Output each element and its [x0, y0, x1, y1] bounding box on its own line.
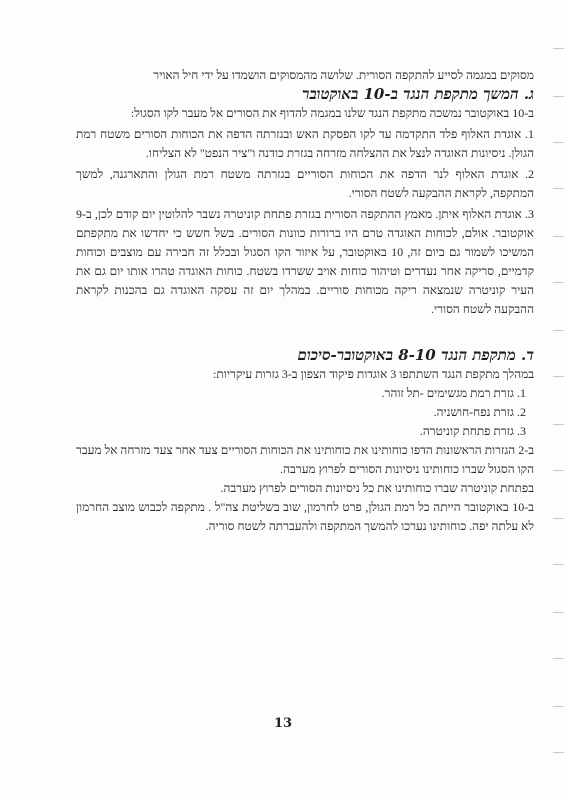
section-g-paragraph-2: 2. אוגדת האלוף לנר הדפה את הכוחות הסוריים בגזרתה משטח רמת הגולן והתארגנה, למשך המתקפה, לקראת ההבקעה לשטח הסורי.: [76, 167, 534, 200]
section-d-heading: ד. מתקפת הנגד 8-10 באוקטובר-סיכום: [297, 346, 534, 364]
sector-list: [76, 384, 534, 441]
document-body: [76, 66, 534, 536]
list-item: 2. גזרת נפח-חושניה.: [433, 405, 526, 419]
list-item: 3. גזרת פתחת קוניטרה.: [419, 424, 526, 438]
section-d-paragraph-2: בפתחת קוניטרה שברו כוחותינו את כל ניסיונות הסורים לפרוץ מערבה.: [220, 481, 534, 495]
section-d-paragraph-1: ב-2 הגזרות הראשונות הדפו כוחותינו את כוחותינו את הכוחות הסוריים צעד אחר צעד מזרחה אל מעבר הקו הסגול שברו כוחותינו ניסיונות הסורים לפרוץ מערבה.: [76, 443, 534, 476]
section-g-paragraph-1: 1. אוגדת האלוף פלד התקדמה עד לקו הפסקת האש ובגזרתה הדפה את הכוחות הסורים משטח רמת הגולן. ניסיונות האוגדה לנצל את ההצלחה מזרחה בגזרת כודנה ו"ציר הנפט" לא הצליחו.: [76, 127, 534, 160]
section-d-intro: במהלך מתקפת הנגד השתתפו 3 אוגדות פיקוד הצפון ב-3 גזרות עיקריות:: [213, 367, 534, 381]
intro-line: מסוקים במגמה לסייע להתקפה הסורית. שלושה מהמסוקים הושמדו על ידי חיל האויר: [153, 68, 534, 82]
section-d-paragraph-3: ב-10 באוקטובר הייתה כל רמת הגולן, פרט לחרמון, שוב בשליטת צה"ל . מתקפה לכבוש מוצב החרמון לא עלתה יפה. כוחותינו נערכו להמשך המתקפה ולהעברתה לשטח סוריה.: [76, 500, 534, 533]
section-g-paragraph-3: 3. אוגדת האלוף איתן. מאמץ ההתקפה הסורית בגזרת פתחת קוניטרה נשבר להלוטין יום קודם לכן, ב-9 אוקטובר. אולם, לכוחות האוגדה טרם היו ברורות כוונות הסורים. בשל חשש כי יחדשו את מתקפתם המשיכו לשמור גם ביום זה, 10 באוקטובר, על איזור הקו הסגול ובכלל זה חבירה עם מוצבים וכוחות קדמיים, סריקה אחר נעדרים וטיהור כוחות אויב ששרדו בשטח. כוחות האוגדה טהרו אותו יום גם את העיר קוניטרה שנמצאה ריקה מכוחות סוריים. במהלך יום זה עסקה האוגדה גם בהכנות לקראת ההבקעה לשטח הסורי.: [76, 207, 534, 316]
list-item: 1. גזרת רמת מגשימים -תל זוהר.: [381, 386, 526, 400]
scan-edge-marks: [546, 0, 566, 800]
section-g-intro: ב-10 באוקטובר נמשכה מתקפת הנגד שלנו במגמה להדוף את הסורים אל מעבר לקו הסגול:: [130, 106, 534, 120]
page-number: 13: [273, 716, 293, 731]
section-g-heading: ג. המשך מתקפת הנגד ב-10 באוקטובר: [302, 85, 534, 103]
